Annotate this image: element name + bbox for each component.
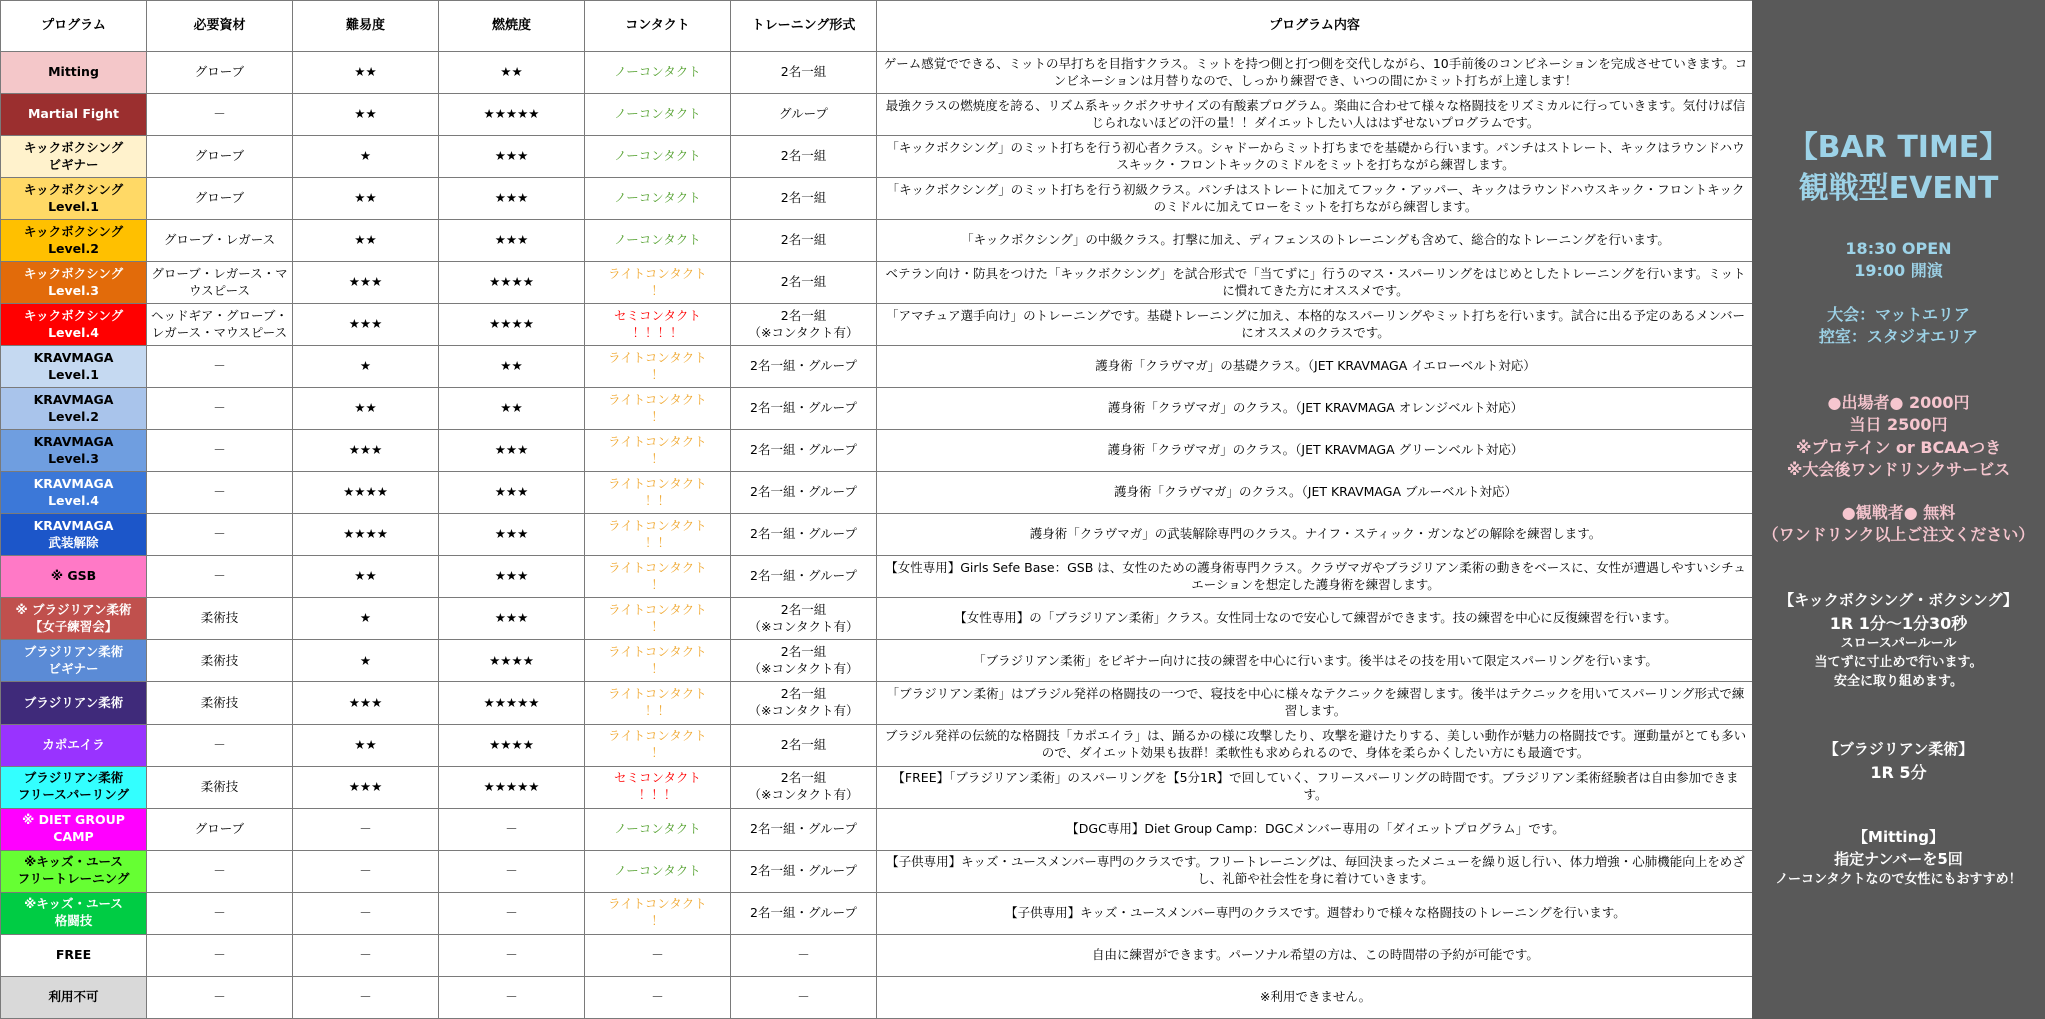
equipment-cell: －: [147, 388, 293, 430]
difficulty-cell: ★★★: [293, 682, 439, 724]
event-title: [1752, 128, 2045, 209]
equipment-cell: ヘッドギア・グローブ・レガース・マウスピース: [147, 304, 293, 346]
viewer-fee-line2: （ワンドリンク以上ご注文ください）: [1762, 525, 2035, 545]
description-cell: 「ブラジリアン柔術」はブラジル発祥の格闘技の一つで、寝技を中心に様々なテクニックを練習します。後半はテクニックを用いてスパーリング形式で練習します。: [877, 682, 1753, 724]
bjj-rules-title: 【ブラジリアン柔術】: [1823, 740, 1974, 758]
description-cell: 自由に練習ができます。パーソナル希望の方は、この時間帯の予約が可能です。: [877, 934, 1753, 976]
equipment-cell: 柔術技: [147, 682, 293, 724]
event-title-line2: 観戦型EVENT: [1798, 170, 1999, 206]
header-difficulty: 難易度: [293, 1, 439, 52]
table-row: [1, 724, 1753, 766]
contact-cell: ライトコンタクト ！: [585, 346, 731, 388]
kickboxing-rules-title: 【キックボクシング・ボクシング】: [1779, 591, 2018, 609]
mitting-rule-1: 指定ナンバーを5回: [1834, 849, 1963, 868]
program-name-cell: KRAVMAGA Level.2: [1, 388, 147, 430]
header-equipment: 必要資材: [147, 1, 293, 52]
contact-cell: ライトコンタクト ！: [585, 430, 731, 472]
description-cell: 【FREE】「ブラジリアン柔術」のスパーリングを【5分1R】で回していく、フリースパーリングの時間です。ブラジリアン柔術経験者は自由参加できます。: [877, 766, 1753, 808]
difficulty-cell: ★: [293, 598, 439, 640]
entrant-fee-line4: ※大会後ワンドリンクサービス: [1786, 460, 2011, 480]
entrant-fee-line1: ●出場者● 2000円: [1827, 393, 1970, 412]
table-row: [1, 304, 1753, 346]
header-contact: コンタクト: [585, 1, 731, 52]
contact-cell: －: [585, 976, 731, 1018]
program-name-cell: ブラジリアン柔術: [1, 682, 147, 724]
program-name-cell: KRAVMAGA 武装解除: [1, 514, 147, 556]
table-row: [1, 976, 1753, 1018]
description-cell: 【女性専用】の「ブラジリアン柔術」クラス。女性同士なので安心して練習ができます。技の練習を中心に反復練習を行います。: [877, 598, 1753, 640]
burn-cell: ★★★★★: [439, 94, 585, 136]
difficulty-cell: －: [293, 808, 439, 850]
equipment-cell: －: [147, 556, 293, 598]
kickboxing-rules: [1752, 590, 2045, 691]
table-row: [1, 220, 1753, 262]
program-name-cell: ※ DIET GROUP CAMP: [1, 808, 147, 850]
program-name-cell: KRAVMAGA Level.1: [1, 346, 147, 388]
burn-cell: ★★★★★: [439, 682, 585, 724]
format-cell: 2名一組: [731, 136, 877, 178]
table-row: [1, 94, 1753, 136]
equipment-cell: －: [147, 976, 293, 1018]
burn-cell: ★★★★: [439, 304, 585, 346]
table-row: [1, 52, 1753, 94]
burn-cell: ★★★★: [439, 262, 585, 304]
burn-cell: ★★★: [439, 178, 585, 220]
difficulty-cell: ★★: [293, 388, 439, 430]
viewer-fee-line1: ●観戦者● 無料: [1841, 503, 1956, 522]
description-cell: 護身術「クラヴマガ」の基礎クラス。（JET KRAVMAGA イエローベルト対応）: [877, 346, 1753, 388]
format-cell: 2名一組・グループ: [731, 892, 877, 934]
header-program: プログラム: [1, 1, 147, 52]
contact-cell: ライトコンタクト ！: [585, 640, 731, 682]
contact-cell: －: [585, 934, 731, 976]
equipment-cell: 柔術技: [147, 766, 293, 808]
contact-cell: ライトコンタクト ！: [585, 598, 731, 640]
kickboxing-rule-2: 当てずに寸止めで行います。: [1814, 654, 1983, 670]
description-cell: ※利用できません。: [877, 976, 1753, 1018]
program-name-cell: 利用不可: [1, 976, 147, 1018]
mitting-rules-title: 【Mitting】: [1853, 828, 1944, 846]
format-cell: 2名一組・グループ: [731, 472, 877, 514]
equipment-cell: －: [147, 472, 293, 514]
description-cell: ゲーム感覚でできる、ミットの早打ちを目指すクラス。ミットを持つ側と打つ側を交代しながら、10手前後のコンビネーションを完成させていきます。コンビネーションは月替りなので、しっかり練習でき、いつの間にかミット打ちが上達します！: [877, 52, 1753, 94]
difficulty-cell: ★★★: [293, 430, 439, 472]
difficulty-cell: ★: [293, 640, 439, 682]
description-cell: 【子供専用】キッズ・ユースメンバー専門のクラスです。フリートレーニングは、毎回決まったメニューを繰り返し行い、体力増強・心肺機能向上をめざし、礼節や社会性を身に着けていきます。: [877, 850, 1753, 892]
equipment-cell: －: [147, 892, 293, 934]
table-row: [1, 430, 1753, 472]
difficulty-cell: ★★: [293, 94, 439, 136]
description-cell: ベテラン向け・防具をつけた「キックボクシング」を試合形式で「当てずに」行うのマス・スパーリングをはじめとしたトレーニングを行います。ミットに慣れてきた方にオススメです。: [877, 262, 1753, 304]
equipment-cell: －: [147, 430, 293, 472]
difficulty-cell: ★★: [293, 220, 439, 262]
difficulty-cell: －: [293, 934, 439, 976]
difficulty-cell: ★★★: [293, 304, 439, 346]
contact-cell: ライトコンタクト ！: [585, 892, 731, 934]
burn-cell: ★★★: [439, 136, 585, 178]
program-name-cell: キックボクシング Level.1: [1, 178, 147, 220]
table-row: [1, 934, 1753, 976]
equipment-cell: －: [147, 514, 293, 556]
table-row: [1, 514, 1753, 556]
event-venue: [1752, 304, 2045, 349]
format-cell: －: [731, 934, 877, 976]
burn-cell: －: [439, 892, 585, 934]
program-name-cell: KRAVMAGA Level.4: [1, 472, 147, 514]
difficulty-cell: ★★★★: [293, 472, 439, 514]
contact-cell: ノーコンタクト: [585, 850, 731, 892]
program-name-cell: カポエイラ: [1, 724, 147, 766]
difficulty-cell: －: [293, 850, 439, 892]
contact-cell: ノーコンタクト: [585, 94, 731, 136]
table-row: [1, 388, 1753, 430]
table-row: [1, 892, 1753, 934]
format-cell: 2名一組 （※コンタクト有）: [731, 598, 877, 640]
open-time: 18:30 OPEN: [1845, 239, 1952, 258]
contact-cell: ノーコンタクト: [585, 52, 731, 94]
equipment-cell: グローブ: [147, 136, 293, 178]
table-row: [1, 850, 1753, 892]
contact-cell: ライトコンタクト ！: [585, 262, 731, 304]
description-cell: 護身術「クラヴマガ」のクラス。（JET KRAVMAGA グリーンベルト対応）: [877, 430, 1753, 472]
difficulty-cell: ★★: [293, 556, 439, 598]
burn-cell: ★★★: [439, 556, 585, 598]
format-cell: 2名一組: [731, 178, 877, 220]
header-row: [1, 1, 1753, 52]
format-cell: －: [731, 976, 877, 1018]
description-cell: 最強クラスの燃焼度を誇る、リズム系キックボクササイズの有酸素プログラム。楽曲に合わせて様々な格闘技をリズミカルに行っていきます。気付けば信じられないほどの汗の量！！ダイエットしたい人ははずせないプログラムです。: [877, 94, 1753, 136]
table-row: [1, 346, 1753, 388]
burn-cell: ★★★★★: [439, 766, 585, 808]
program-name-cell: キックボクシング Level.4: [1, 304, 147, 346]
description-cell: 「キックボクシング」のミット打ちを行う初心者クラス。シャドーからミット打ちまでを基礎から行います。パンチはストレート、キックはラウンドハウスキック・フロントキックのミドルをミットを打ちながら練習します。: [877, 136, 1753, 178]
equipment-cell: グローブ: [147, 52, 293, 94]
description-cell: 護身術「クラヴマガ」のクラス。（JET KRAVMAGA ブルーベルト対応）: [877, 472, 1753, 514]
equipment-cell: グローブ・レガース・マウスピース: [147, 262, 293, 304]
format-cell: 2名一組・グループ: [731, 556, 877, 598]
format-cell: 2名一組 （※コンタクト有）: [731, 766, 877, 808]
burn-cell: －: [439, 976, 585, 1018]
difficulty-cell: ★: [293, 346, 439, 388]
description-cell: 「アマチュア選手向け」のトレーニングです。基礎トレーニングに加え、本格的なスパーリングやミット打ちを行います。試合に出る予定のあるメンバーにオススメのクラスです。: [877, 304, 1753, 346]
burn-cell: ★★★: [439, 220, 585, 262]
format-cell: グループ: [731, 94, 877, 136]
contact-cell: ノーコンタクト: [585, 808, 731, 850]
table-row: [1, 556, 1753, 598]
difficulty-cell: ★: [293, 136, 439, 178]
format-cell: 2名一組: [731, 220, 877, 262]
format-cell: 2名一組・グループ: [731, 346, 877, 388]
program-name-cell: ※キッズ・ユース 格闘技: [1, 892, 147, 934]
burn-cell: ★★: [439, 346, 585, 388]
bjj-round-time: 1R 5分: [1870, 762, 1927, 782]
table-row: [1, 766, 1753, 808]
burn-cell: ★★★★: [439, 724, 585, 766]
contact-cell: ノーコンタクト: [585, 178, 731, 220]
mitting-rule-2: ノーコンタクトなので女性にもおすすめ！: [1775, 871, 2022, 887]
contact-cell: ライトコンタクト ！！: [585, 682, 731, 724]
program-name-cell: ※キッズ・ユース フリートレーニング: [1, 850, 147, 892]
program-name-cell: ブラジリアン柔術 フリースパーリング: [1, 766, 147, 808]
start-time: 19:00 開演: [1854, 261, 1943, 281]
description-cell: 【DGC専用】Diet Group Camp：DGCメンバー専用の「ダイエットプログラム」です。: [877, 808, 1753, 850]
difficulty-cell: ★★: [293, 178, 439, 220]
program-name-cell: キックボクシング ビギナー: [1, 136, 147, 178]
program-name-cell: キックボクシング Level.3: [1, 262, 147, 304]
mitting-rules: [1752, 827, 2045, 889]
contact-cell: ライトコンタクト ！！: [585, 472, 731, 514]
burn-cell: ★★: [439, 52, 585, 94]
kickboxing-round-time: 1R 1分～1分30秒: [1829, 613, 1968, 633]
equipment-cell: 柔術技: [147, 640, 293, 682]
contact-cell: セミコンタクト ！！！: [585, 766, 731, 808]
description-cell: 護身術「クラヴマガ」のクラス。（JET KRAVMAGA オレンジベルト対応）: [877, 388, 1753, 430]
header-burn: 燃焼度: [439, 1, 585, 52]
burn-cell: －: [439, 808, 585, 850]
contact-cell: ライトコンタクト ！！: [585, 514, 731, 556]
table-row: [1, 682, 1753, 724]
table-row: [1, 640, 1753, 682]
difficulty-cell: ★★★: [293, 262, 439, 304]
burn-cell: ★★★: [439, 472, 585, 514]
contact-cell: ノーコンタクト: [585, 136, 731, 178]
table-row: [1, 808, 1753, 850]
format-cell: 2名一組 （※コンタクト有）: [731, 304, 877, 346]
entrant-fee-line3: ※プロテイン or BCAAつき: [1795, 437, 2002, 457]
venue-waiting: 控室：スタジオエリア: [1818, 327, 1979, 347]
program-name-cell: KRAVMAGA Level.3: [1, 430, 147, 472]
description-cell: 「キックボクシング」のミット打ちを行う初級クラス。パンチはストレートに加えてフック・アッパー、キックはラウンドハウスキック・フロントキックのミドルに加えてローをミットを打ちながら練習します。: [877, 178, 1753, 220]
contact-cell: ライトコンタクト ！: [585, 724, 731, 766]
format-cell: 2名一組・グループ: [731, 430, 877, 472]
program-name-cell: Mitting: [1, 52, 147, 94]
kickboxing-rule-1: スロースパールール: [1840, 635, 1957, 651]
table-row: [1, 178, 1753, 220]
difficulty-cell: ★★: [293, 724, 439, 766]
event-title-line1: 【BAR TIME】: [1787, 130, 2010, 165]
entrant-fee-line2: 当日 2500円: [1849, 415, 1948, 435]
format-cell: 2名一組 （※コンタクト有）: [731, 640, 877, 682]
difficulty-cell: －: [293, 976, 439, 1018]
format-cell: 2名一組: [731, 262, 877, 304]
program-name-cell: ※ GSB: [1, 556, 147, 598]
difficulty-cell: ★★: [293, 52, 439, 94]
description-cell: 「キックボクシング」の中級クラス。打撃に加え、ディフェンスのトレーニングも含めて、総合的なトレーニングを行います。: [877, 220, 1753, 262]
contact-cell: ライトコンタクト ！: [585, 388, 731, 430]
bar-time-event-panel: [1752, 0, 2045, 1019]
description-cell: 「ブラジリアン柔術」をビギナー向けに技の練習を中心に行います。後半はその技を用いて限定スパーリングを行います。: [877, 640, 1753, 682]
burn-cell: ★★: [439, 388, 585, 430]
program-name-cell: ※ ブラジリアン柔術 【女子練習会】: [1, 598, 147, 640]
table-row: [1, 598, 1753, 640]
contact-cell: ノーコンタクト: [585, 220, 731, 262]
table-row: [1, 472, 1753, 514]
burn-cell: ★★★: [439, 598, 585, 640]
header-description: プログラム内容: [877, 1, 1753, 52]
program-name-cell: キックボクシング Level.2: [1, 220, 147, 262]
program-name-cell: Martial Fight: [1, 94, 147, 136]
equipment-cell: －: [147, 94, 293, 136]
format-cell: 2名一組: [731, 52, 877, 94]
equipment-cell: グローブ・レガース: [147, 220, 293, 262]
program-name-cell: ブラジリアン柔術 ビギナー: [1, 640, 147, 682]
equipment-cell: －: [147, 724, 293, 766]
difficulty-cell: －: [293, 892, 439, 934]
burn-cell: －: [439, 850, 585, 892]
format-cell: 2名一組・グループ: [731, 388, 877, 430]
contact-cell: ライトコンタクト ！: [585, 556, 731, 598]
program-rows: [1, 52, 1753, 1019]
equipment-cell: 柔術技: [147, 598, 293, 640]
format-cell: 2名一組・グループ: [731, 808, 877, 850]
description-cell: 【女性専用】Girls Sefe Base：GSB は、女性のための護身術専門クラス。クラヴマガやブラジリアン柔術の動きをベースに、女性が遭遇しやすいシチュエーションを想定した護身術を練習します。: [877, 556, 1753, 598]
burn-cell: ★★★: [439, 430, 585, 472]
table-row: [1, 262, 1753, 304]
burn-cell: ★★★★: [439, 640, 585, 682]
equipment-cell: グローブ: [147, 178, 293, 220]
table-row: [1, 136, 1753, 178]
equipment-cell: －: [147, 850, 293, 892]
header-format: トレーニング形式: [731, 1, 877, 52]
entrant-fee: [1752, 392, 2045, 482]
difficulty-cell: ★★★★: [293, 514, 439, 556]
equipment-cell: －: [147, 934, 293, 976]
contact-cell: セミコンタクト ！！！！: [585, 304, 731, 346]
format-cell: 2名一組・グループ: [731, 850, 877, 892]
equipment-cell: －: [147, 346, 293, 388]
kickboxing-rule-3: 安全に取り組めます。: [1834, 673, 1963, 689]
description-cell: 【子供専用】キッズ・ユースメンバー専門のクラスです。週替わりで様々な格闘技のトレーニングを行います。: [877, 892, 1753, 934]
burn-cell: －: [439, 934, 585, 976]
format-cell: 2名一組: [731, 724, 877, 766]
event-times: [1752, 238, 2045, 283]
difficulty-cell: ★★★: [293, 766, 439, 808]
equipment-cell: グローブ: [147, 808, 293, 850]
venue-main: 大会：マットエリア: [1827, 305, 1970, 324]
format-cell: 2名一組・グループ: [731, 514, 877, 556]
description-cell: 護身術「クラヴマガ」の武装解除専門のクラス。ナイフ・スティック・ガンなどの解除を練習します。: [877, 514, 1753, 556]
burn-cell: ★★★: [439, 514, 585, 556]
bjj-rules: [1752, 739, 2045, 784]
description-cell: ブラジル発祥の伝統的な格闘技「カポエイラ」は、踊るかの様に攻撃したり、攻撃を避けたりする、美しい動作が魅力の格闘技です。運動量がとても多いので、ダイエット効果も抜群！柔軟性も求められるので、身体を柔らかくしたい方にも最適です。: [877, 724, 1753, 766]
format-cell: 2名一組 （※コンタクト有）: [731, 682, 877, 724]
viewer-fee: [1752, 502, 2045, 547]
program-name-cell: FREE: [1, 934, 147, 976]
